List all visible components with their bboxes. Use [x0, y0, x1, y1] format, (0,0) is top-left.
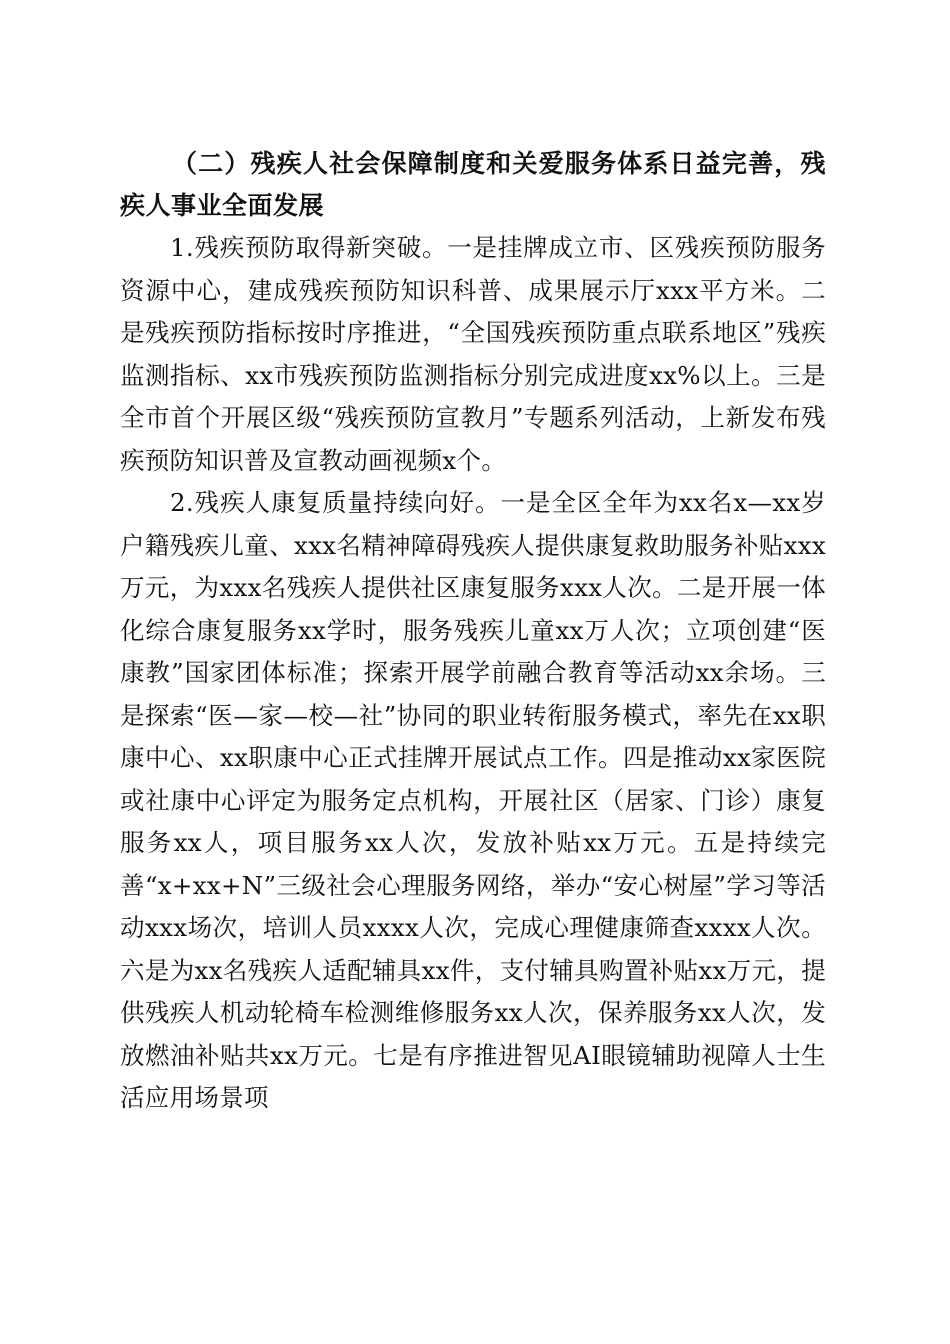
paragraph-rehabilitation-quality: 2.残疾人康复质量持续向好。一是全区全年为xx名x—xx岁户籍残疾儿童、xxx名精神障碍残疾人提供康复救助服务补贴xxx万元，为xxx名残疾人提供社区康复服务xxx人次。二是开展一体化综合康复服务xx学时，服务残疾儿童xx万人次；立项创建“医康教”国家团体标准；探索开展学前融合教育等活动xx余场。三是探索“医—家—校—社”协同的职业转衔服务模式，率先在xx职康中心、xx职康中心正式挂牌开展试点工作。四是推动xx家医院或社康中心评定为服务定点机构，开展社区（居家、门诊）康复服务xx人，项目服务xx人次，发放补贴xx万元。五是持续完善“x+xx+N”三级社会心理服务网络，举办“安心树屋”学习等活动xxx场次，培训人员xxxx人次，完成心理健康筛查xxxx人次。六是为xx名残疾人适配辅具xx件，支付辅具购置补贴xx万元，提供残疾人机动轮椅车检测维修服务xx人次，保养服务xx人次，发放燃油补贴共xx万元。七是有序推进智见AI眼镜辅助视障人士生活应用场景项	[120, 488, 826, 1112]
section-heading: （二）残疾人社会保障制度和关爱服务体系日益完善，残疾人事业全面发展	[120, 149, 826, 220]
document-body	[120, 143, 826, 1120]
paragraph-disability-prevention: 1.残疾预防取得新突破。一是挂牌成立市、区残疾预防服务资源中心，建成残疾预防知识科普、成果展示厅xxx平方米。二是残疾预防指标按时序推进，“全国残疾预防重点联系地区”残疾监测指标、xx市残疾预防监测指标分别完成进度xx%以上。三是全市首个开展区级“残疾预防宣教月”专题系列活动，上新发布残疾预防知识普及宣教动画视频x个。	[120, 233, 826, 475]
